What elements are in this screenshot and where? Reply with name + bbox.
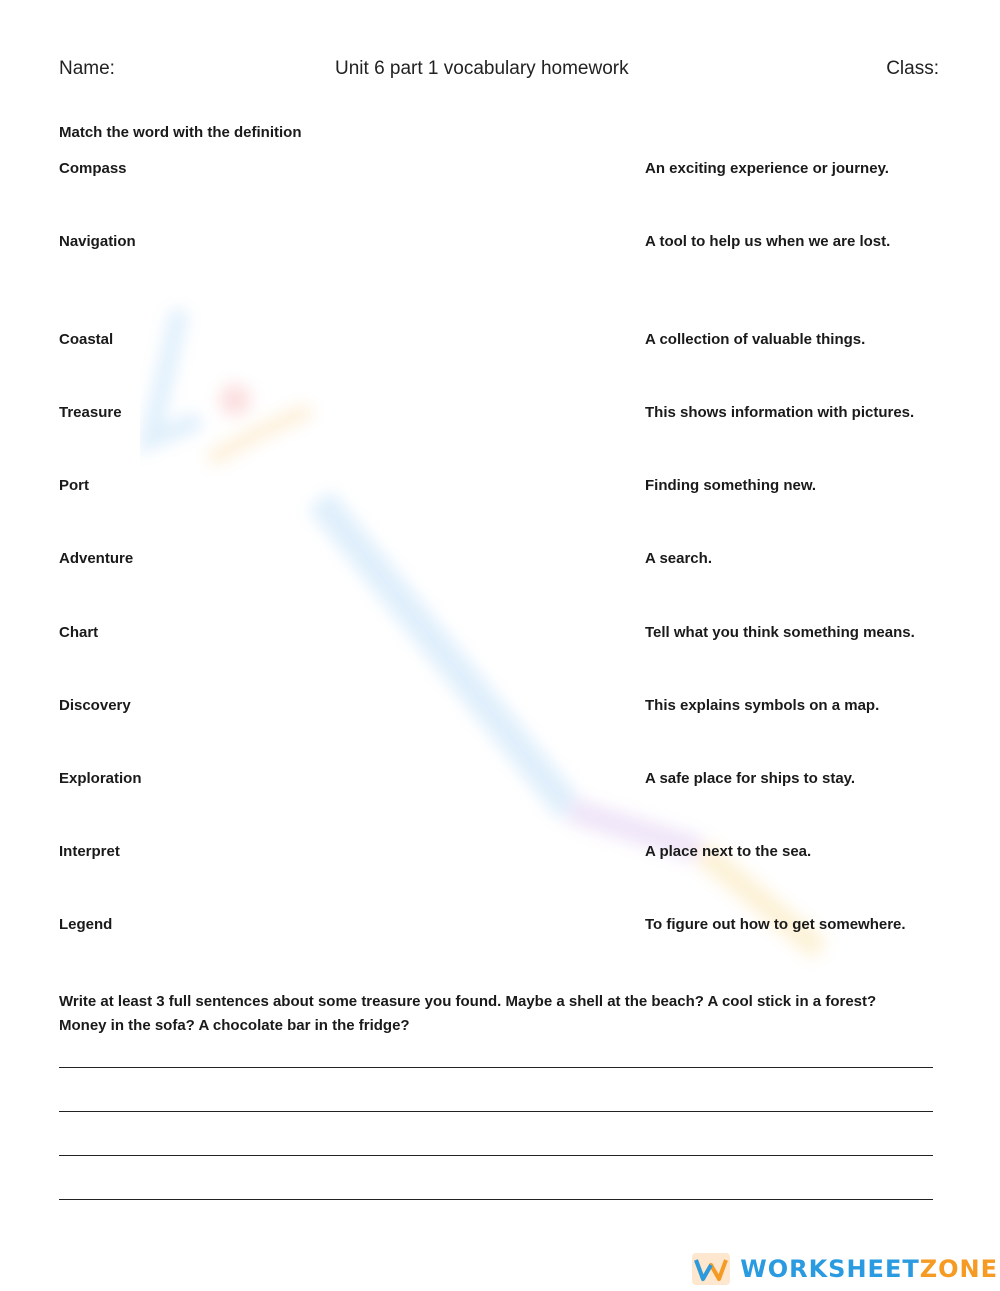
matching-instruction: Match the word with the definition (59, 124, 302, 141)
definition: A tool to help us when we are lost. (645, 233, 891, 250)
definition: A collection of valuable things. (645, 331, 866, 348)
writing-prompt-line: Money in the sofa? A chocolate bar in the fridge? (59, 1017, 410, 1034)
definition: Finding something new. (645, 477, 817, 494)
vocab-word: Navigation (59, 233, 136, 250)
definition: An exciting experience or journey. (645, 160, 889, 177)
vocab-word: Exploration (59, 770, 142, 787)
definition: A place next to the sea. (645, 843, 812, 860)
definition: A safe place for ships to stay. (645, 770, 856, 787)
worksheetzone-brand (692, 1253, 998, 1285)
definition: This shows information with pictures. (645, 404, 915, 421)
vocab-word: Coastal (59, 331, 114, 348)
vocab-word: Discovery (59, 697, 131, 714)
vocab-word: Treasure (59, 404, 122, 421)
vocab-word: Chart (59, 624, 99, 641)
answer-line[interactable] (59, 1199, 933, 1200)
definition: To figure out how to get somewhere. (645, 916, 906, 933)
definition: This explains symbols on a map. (645, 697, 880, 714)
vocab-word: Port (59, 477, 89, 494)
worksheet-header (59, 58, 939, 86)
name-label: Name: (59, 58, 115, 79)
definition: Tell what you think something means. (645, 624, 915, 641)
brand-wordmark-main: WORKSHEET (740, 1255, 920, 1283)
vocab-word: Interpret (59, 843, 120, 860)
worksheetzone-logo-icon (692, 1253, 730, 1285)
vocab-word: Adventure (59, 550, 134, 567)
class-label: Class: (886, 58, 939, 79)
answer-line[interactable] (59, 1155, 933, 1156)
answer-line[interactable] (59, 1111, 933, 1112)
worksheet-title: Unit 6 part 1 vocabulary homework (335, 58, 629, 79)
answer-line[interactable] (59, 1067, 933, 1068)
writing-prompt-line: Write at least 3 full sentences about some treasure you found. Maybe a shell at the beach? A cool stick in a forest? (59, 993, 877, 1010)
brand-wordmark-accent: ZONE (919, 1255, 998, 1283)
brand-wordmark (740, 1255, 998, 1283)
definition: A search. (645, 550, 712, 567)
writing-prompt (59, 990, 939, 1038)
vocab-word: Legend (59, 916, 113, 933)
vocab-word: Compass (59, 160, 127, 177)
